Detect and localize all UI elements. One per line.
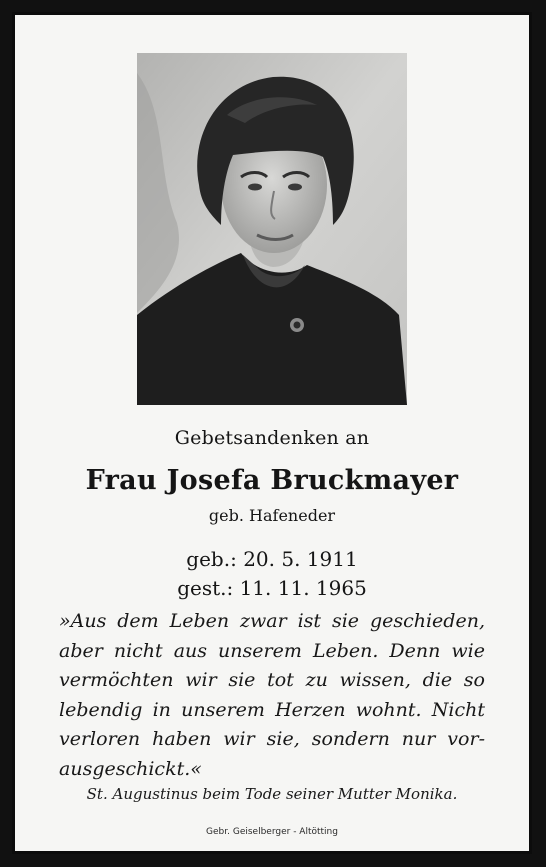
maiden-name: geb. Hafeneder (208, 506, 336, 525)
quote-line: lebendig in unserem Herzen wohnt. Nicht (59, 698, 485, 721)
quote-line: aber nicht aus unserem Leben. Denn wie (59, 639, 485, 662)
quote-line: »Aus dem Leben zwar ist sie geschieden, (59, 610, 485, 632)
portrait-illustration (137, 53, 407, 405)
memorial-quote (59, 607, 485, 784)
quote-line: vermöchten wir sie tot zu wissen, die so (59, 669, 485, 691)
quote-line: ausgeschickt.« (59, 757, 202, 780)
portrait-photo (137, 53, 407, 405)
quote-line: verloren haben wir sie, sondern nur vor- (59, 728, 485, 750)
memorial-heading: Gebetsandenken an (174, 427, 370, 449)
memorial-card (12, 12, 532, 854)
quote-source: St. Augustinus beim Tode seiner Mutter Monika. (86, 785, 458, 803)
printer-imprint: Gebr. Geiselberger - Altötting (206, 827, 338, 837)
deceased-name: Frau Josefa Bruckmayer (85, 465, 459, 496)
birth-date: geb.: 20. 5. 1911 (186, 547, 358, 571)
death-date: gest.: 11. 11. 1965 (177, 576, 367, 600)
